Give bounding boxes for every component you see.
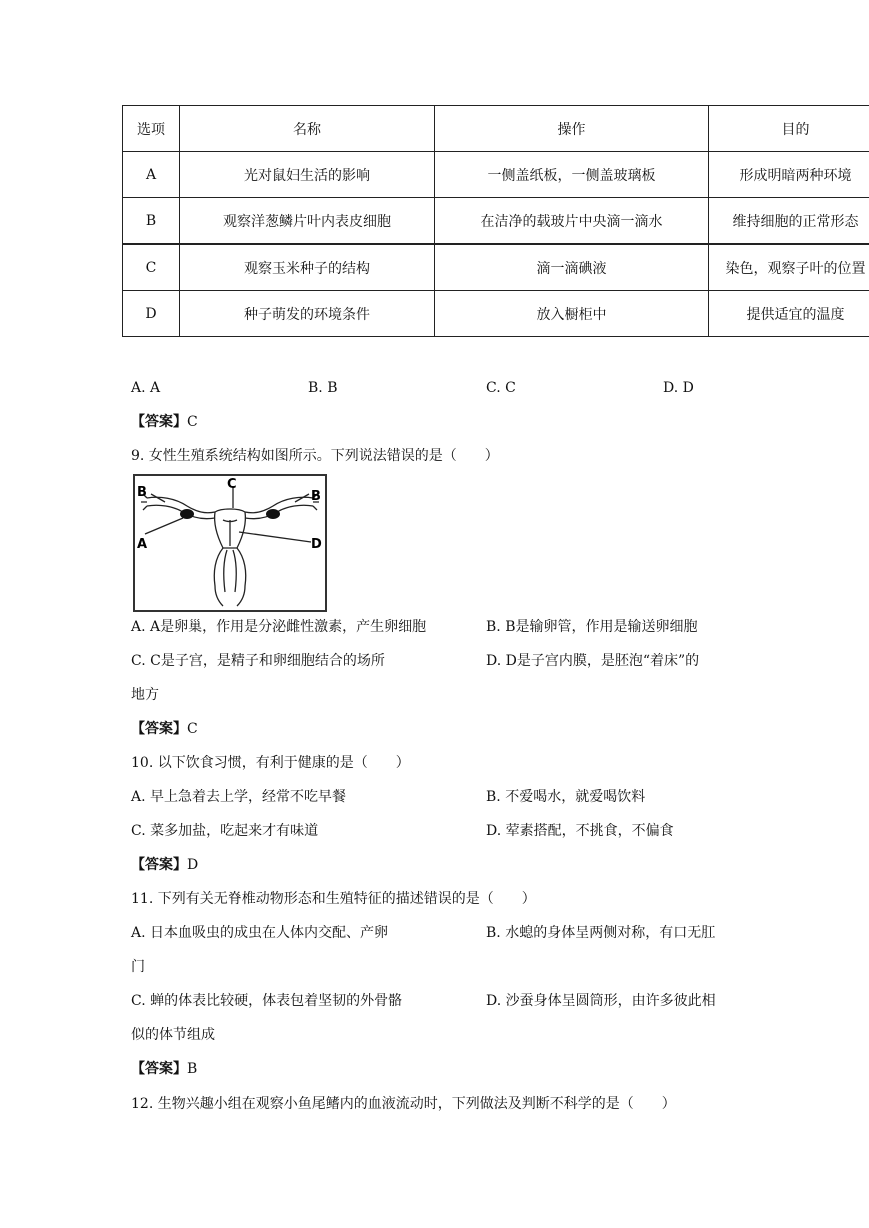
table-row [123, 152, 869, 198]
q9-option-b: B. B是输卵管，作用是输送卵细胞 [486, 619, 698, 635]
q8-answer [131, 412, 198, 432]
table-cell: 提供适宜的温度 [709, 291, 869, 337]
q10-option-a: A. 早上急着去上学，经常不吃早餐 [131, 789, 347, 805]
q10-answer [131, 855, 198, 875]
q9-stem: 9. 女性生殖系统结构如图所示。下列说法错误的是（ ） [131, 448, 499, 464]
q11-answer [131, 1059, 197, 1079]
diagram-label-a: A [137, 537, 148, 552]
q11-option-d-continued: 似的体节组成 [131, 1027, 215, 1043]
table-cell: 一侧盖纸板，一侧盖玻璃板 [435, 152, 709, 198]
table-header-row [123, 106, 869, 152]
table-cell: 维持细胞的正常形态 [709, 198, 869, 245]
q8-option-c: C. C [486, 380, 516, 396]
q9-option-c: C. C是子宫，是精子和卵细胞结合的场所 [131, 653, 385, 669]
answer-label: 【答案】 [131, 1061, 187, 1077]
table-cell: 染色，观察子叶的位置 [709, 244, 869, 291]
diagram-label-d: D [311, 537, 322, 552]
table-cell: 形成明暗两种环境 [709, 152, 869, 198]
q9-option-d-continued: 地方 [131, 687, 159, 703]
table-row [123, 244, 869, 291]
experiment-table [122, 105, 869, 337]
table-cell: B [123, 198, 180, 245]
table-row [123, 291, 869, 337]
q8-option-a: A. A [131, 380, 161, 396]
reproductive-system-illustration [135, 476, 325, 610]
q9-option-a: A. A是卵巢，作用是分泌雌性激素，产生卵细胞 [131, 619, 427, 635]
q8-option-d: D. D [663, 380, 694, 396]
female-reproductive-diagram [133, 474, 327, 612]
q10-option-b: B. 不爱喝水，就爱喝饮料 [486, 789, 646, 805]
q9-option-d: D. D是子宫内膜，是胚泡“着床”的 [486, 653, 700, 669]
table-cell: 放入橱柜中 [435, 291, 709, 337]
table-header-cell: 操作 [435, 106, 709, 152]
answer-label: 【答案】 [131, 414, 187, 430]
table-header-cell: 目的 [709, 106, 869, 152]
q10-option-d: D. 荤素搭配，不挑食，不偏食 [486, 823, 674, 839]
table-cell: A [123, 152, 180, 198]
table-cell: 观察洋葱鳞片叶内表皮细胞 [180, 198, 435, 245]
answer-value: C [187, 721, 198, 737]
table-header-cell: 名称 [180, 106, 435, 152]
q9-answer [131, 719, 198, 739]
q12-stem: 12. 生物兴趣小组在观察小鱼尾鳍内的血液流动时，下列做法及判断不科学的是（ ） [131, 1096, 676, 1112]
answer-value: D [187, 857, 199, 873]
table-cell: 种子萌发的环境条件 [180, 291, 435, 337]
table-row [123, 198, 869, 245]
q11-option-c: C. 蝉的体表比较硬，体表包着坚韧的外骨骼 [131, 993, 403, 1009]
table-header-cell: 选项 [123, 106, 180, 152]
q11-option-d: D. 沙蚕身体呈圆筒形，由许多彼此相 [486, 993, 716, 1009]
table-cell: 在洁净的载玻片中央滴一滴水 [435, 198, 709, 245]
q11-option-b-continued: 门 [131, 959, 145, 975]
q10-option-c: C. 菜多加盐，吃起来才有味道 [131, 823, 319, 839]
table-cell: D [123, 291, 180, 337]
answer-value: B [187, 1061, 198, 1077]
answer-value: C [187, 414, 198, 430]
diagram-label-b-right: B [311, 489, 321, 504]
q11-option-b: B. 水螅的身体呈两侧对称，有口无肛 [486, 925, 716, 941]
table-cell: 观察玉米种子的结构 [180, 244, 435, 291]
q8-option-b: B. B [308, 380, 338, 396]
q11-option-a: A. 日本血吸虫的成虫在人体内交配、产卵 [131, 925, 389, 941]
answer-label: 【答案】 [131, 721, 187, 737]
q11-stem: 11. 下列有关无脊椎动物形态和生殖特征的描述错误的是（ ） [131, 891, 536, 907]
table-cell: 光对鼠妇生活的影响 [180, 152, 435, 198]
table-cell: C [123, 244, 180, 291]
diagram-label-b-left: B [137, 485, 147, 500]
diagram-label-c: C [227, 477, 237, 492]
q10-stem: 10. 以下饮食习惯，有利于健康的是（ ） [131, 755, 410, 771]
answer-label: 【答案】 [131, 857, 187, 873]
table-cell: 滴一滴碘液 [435, 244, 709, 291]
